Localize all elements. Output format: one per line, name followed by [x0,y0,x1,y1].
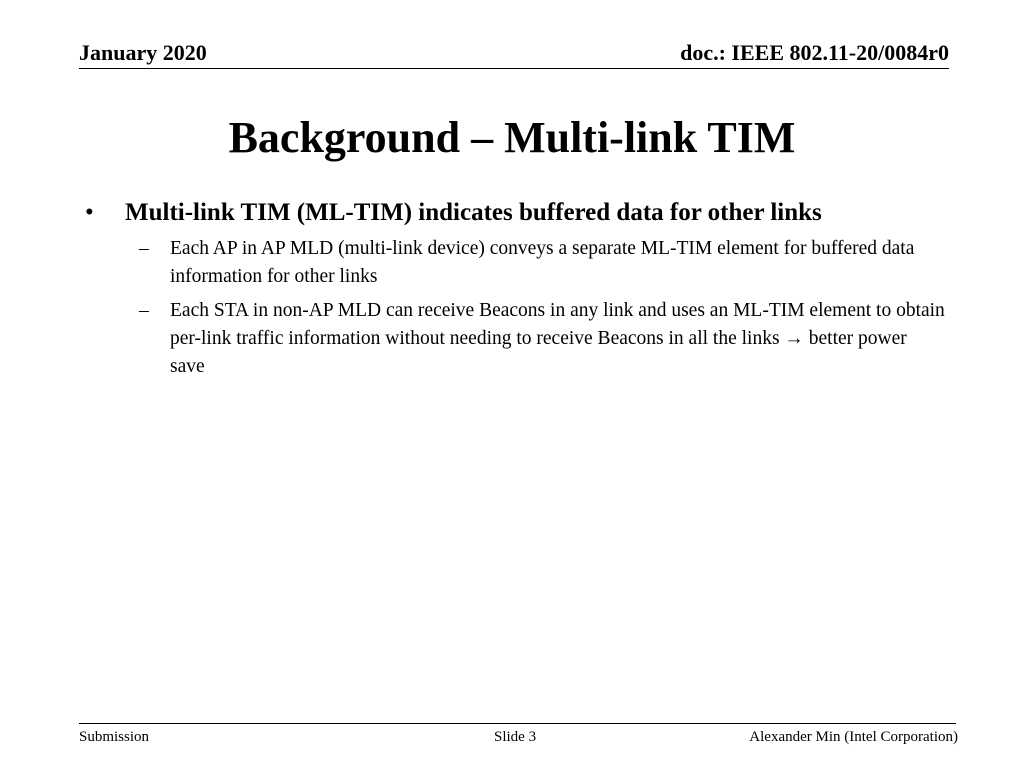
bullet-text: Multi-link TIM (ML-TIM) indicates buffered data for other links [125,199,822,226]
header-doc-id: doc.: IEEE 802.11-20/0084r0 [680,40,949,65]
header-date: January 2020 [79,40,207,65]
dash-marker: – [139,238,149,259]
sub-bullet-text: Each AP in AP MLD (multi-link device) conveys a separate ML-TIM element for buffered data information for other links [170,238,915,287]
sub-bullet-text: Each STA in non-AP MLD can receive Beacons in any link and uses an ML-TIM element to obtain per-link traffic information without needing to receive Beacons in all the links → better power save [170,300,945,377]
bullet-item [85,197,965,229]
sub-bullet-item [85,297,965,381]
footer-slide-number: Slide 3 [494,729,537,745]
slide-title: Background – Multi-link TIM [228,113,796,162]
footer-author: Alexander Min (Intel Corporation) [749,729,958,745]
dash-marker: – [139,300,149,321]
footer-submission: Submission [79,729,150,745]
header-divider [79,68,949,69]
bullet-list [85,197,965,387]
footer-divider [79,723,956,724]
sub-bullet-list [85,235,965,381]
bullet-marker: • [85,199,94,226]
sub-bullet-item [85,235,965,291]
